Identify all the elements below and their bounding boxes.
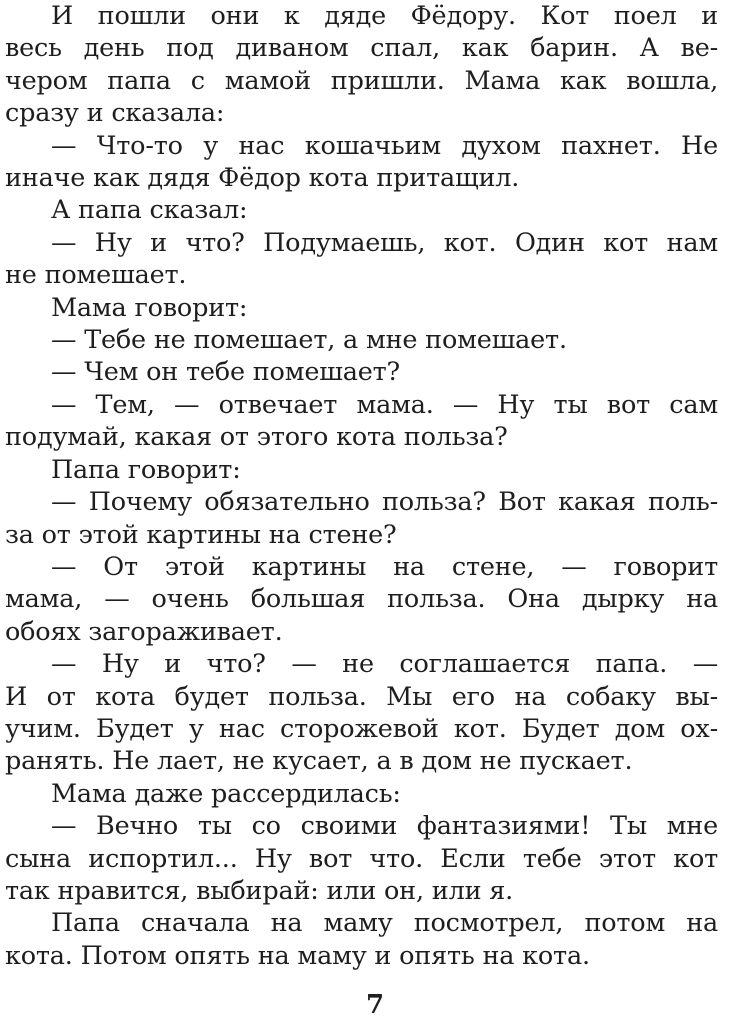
- text-line: — Вечно ты со своими фантазиями! Ты мне: [51, 811, 718, 842]
- text-line: — Почему обязательно польза? Вот какая поль-: [51, 487, 718, 518]
- text-line: И от кота будет польза. Мы его на собаку вы-: [5, 681, 718, 712]
- text-line: — Ну и что? — не соглашается папа. —: [51, 649, 718, 680]
- text-line: И пошли они к дяде Фёдору. Кот поел и: [51, 1, 718, 31]
- text-line: — От этой картины на стене, — говорит: [51, 551, 718, 582]
- text-line: кота. Потом опять на маму и опять на кота.: [5, 940, 590, 971]
- text-line: подумай, какая от этого кота польза?: [5, 422, 508, 453]
- text-line: Мама говорит:: [51, 292, 248, 323]
- text-line: — Что-то у нас кошачьим духом пахнет. Не: [51, 130, 718, 161]
- text-line: весь день под диваном спал, как барин. А ве-: [5, 33, 718, 64]
- text-line: Папа говорит:: [51, 454, 241, 485]
- text-line: — Тем, — отвечает мама. — Ну ты вот сам: [51, 389, 718, 420]
- page-text: [5, 0, 718, 972]
- text-line: ранять. Не лает, не кусает, а в дом не пускает.: [5, 746, 633, 777]
- text-line: А папа сказал:: [51, 195, 248, 226]
- text-line: Папа сначала на маму посмотрел, потом на: [51, 908, 718, 939]
- text-line: учим. Будет у нас сторожевой кот. Будет дом ох-: [5, 713, 718, 744]
- text-line: — Ну и что? Подумаешь, кот. Один кот нам: [51, 227, 718, 258]
- text-line: сразу и сказала:: [5, 98, 225, 129]
- text-line: Мама даже рассердилась:: [51, 778, 401, 809]
- text-line: мама, — очень большая польза. Она дырку на: [5, 584, 718, 615]
- text-line: обоях загораживает.: [5, 616, 283, 647]
- text-line: иначе как дядя Фёдор кота притащил.: [5, 163, 520, 194]
- text-line: так нравится, выбирай: или он, или я.: [5, 875, 514, 906]
- text-line: сына испортил... Ну вот что. Если тебе этот кот: [5, 843, 718, 874]
- text-line: за от этой картины на стене?: [5, 519, 397, 550]
- text-line: — Тебе не помешает, а мне помешает.: [51, 325, 567, 356]
- text-line: — Чем он тебе помешает?: [51, 357, 401, 388]
- text-line: чером папа с мамой пришли. Мама как вошла,: [5, 65, 718, 96]
- text-line: не помешает.: [5, 260, 187, 291]
- page-number: 7: [365, 990, 385, 1020]
